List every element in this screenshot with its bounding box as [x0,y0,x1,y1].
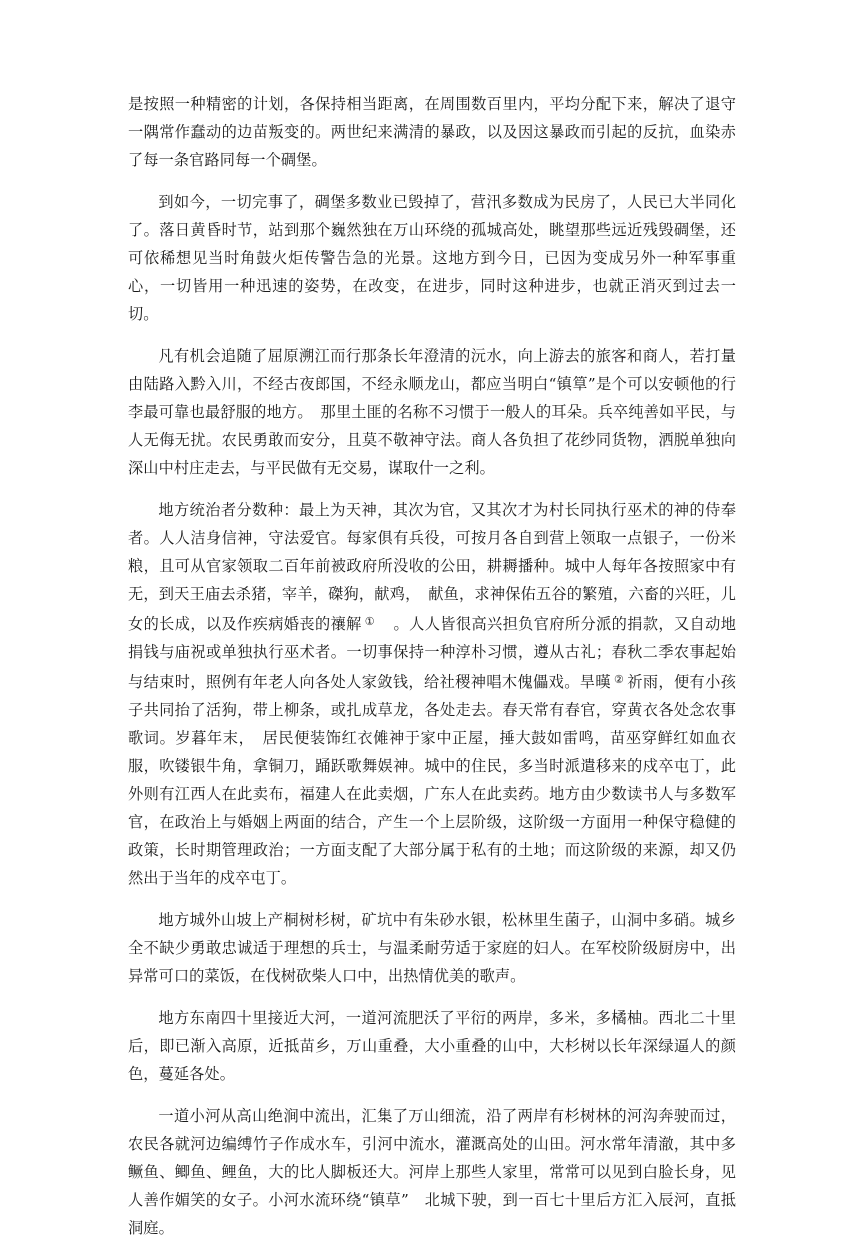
paragraph-6-text: 地方东南四十里接近大河，一道河流肥沃了平衍的两岸，多米，多橘柚。西北二十里后，即已渐入高原，近抵苗乡，万山重叠，大小重叠的山中，大杉树以长年深绿逼人的颜色，蔓延各处。 [128,1009,736,1083]
footnote-marker-2: ② [613,673,625,686]
paragraph-2 [128,188,736,328]
paragraph-5-text: 地方城外山坡上产桐树杉树，矿坑中有朱砂水银，松林里生菌子，山洞中多硝。城乡全不缺少勇敢忠诚适于理想的兵士，与温柔耐劳适于家庭的妇人。在军校阶级厨房中，出异常可口的菜饭，在伐树砍柴人口中，出热情优美的歌声。 [128,911,736,985]
paragraph-6 [128,1004,736,1088]
paragraph-7 [128,1102,736,1242]
paragraph-1-text: 是按照一种精密的计划，各保持相当距离，在周围数百里内，平均分配下来，解决了退守一隅常作蠢动的边苗叛变的。两世纪来满清的暴政，以及因这暴政而引起的反抗，血染赤了每一条官路同每一个碉堡。 [128,95,736,169]
paragraph-5 [128,906,736,990]
document-page [128,90,736,1256]
paragraph-7-text: 一道小河从高山绝涧中流出，汇集了万山细流，沿了两岸有杉树林的河沟奔驶而过，农民各就河边编缚竹子作成水车，引河中流水，灌溉高处的山田。河水常年清澈，其中多鳜鱼、鲫鱼、鲤鱼，大的比人脚板还大。河岸上那些人家里，常常可以见到白脸长身，见人善作媚笑的女子。小河水流环绕“镇草” 北城下驶，到一百七十里后方汇入辰河，直抵洞庭。 [128,1107,736,1237]
paragraph-4-text-c: 祈雨，便有小孩子共同抬了活狗，带上柳条，或扎成草龙，各处走去。春天常有春官，穿黄衣各处念农事歌词。岁暮年末， 居民便装饰红衣傩神于家中正屋，捶大鼓如雷鸣，苗巫穿鲜红如血衣服，吹镂银牛角，拿铜刀，踊跃歌舞娱神。城中的住民，多当时派遣移来的戍卒屯丁，此外则有江西人在此卖布，福建人在此卖烟，广东人在此卖药。地方由少数读书人与多数军官，在政治上与婚姻上两面的结合，产生一个上层阶级，这阶级一方面用一种保守稳健的政策，长时期管理政治；一方面支配了大部分属于私有的土地；而这阶级的来源，却又仍然出于当年的戍卒屯丁。 [128,673,736,887]
paragraph-4 [128,496,736,892]
paragraph-4-text-b: 。人人皆很高兴担负官府所分派的捐款，又自动地捐钱与庙祝或单独执行巫术者。一切事保持一种淳朴习惯，遵从古礼；春秋二季农事起始与结束时，照例有年老人向各处人家敛钱，给社稷神唱木傀儡戏。旱暵 [128,615,737,691]
footnote-marker-1: ① [364,615,375,628]
paragraph-2-text: 到如今，一切完事了，碉堡多数业已毁掉了，营汛多数成为民房了，人民已大半同化了。落日黄昏时节，站到那个巍然独在万山环绕的孤城高处，眺望那些远近残毁碉堡，还可依稀想见当时角鼓火炬传警告急的光景。这地方到今日，已因为变成另外一种军事重心，一切皆用一种迅速的姿势，在改变，在进步，同时这种进步，也就正消灭到过去一切。 [128,193,736,323]
paragraph-1 [128,90,736,174]
paragraph-3-text: 凡有机会追随了屈原溯江而行那条长年澄清的沅水，向上游去的旅客和商人，若打量由陆路入黔入川，不经古夜郎国，不经永顺龙山，都应当明白“镇筸”是个可以安顿他的行李最可靠也最舒服的地方。 那里土匪的名称不习惯于一般人的耳朵。兵卒纯善如平民，与人无侮无扰。农民勇敢而安分，且莫不敬神守法。商人各负担了花纱同货物，洒脱单独向深山中村庄走去，与平民做有无交易，谋取什一之利。 [128,347,736,477]
paragraph-4-text-a: 地方统治者分数种：最上为天神，其次为官，又其次才为村长同执行巫术的神的侍奉者。人人洁身信神，守法爱官。每家俱有兵役，可按月各自到营上领取一点银子，一份米粮，且可从官家领取二百年前被政府所没收的公田，耕耨播种。城中人每年各按照家中有无，到天王庙去杀猪，宰羊，磔狗，献鸡， 献鱼，求神保佑五谷的繁殖，六畜的兴旺，儿女的长成，以及作疾病婚丧的禳解 [128,501,736,633]
paragraph-3 [128,342,736,482]
